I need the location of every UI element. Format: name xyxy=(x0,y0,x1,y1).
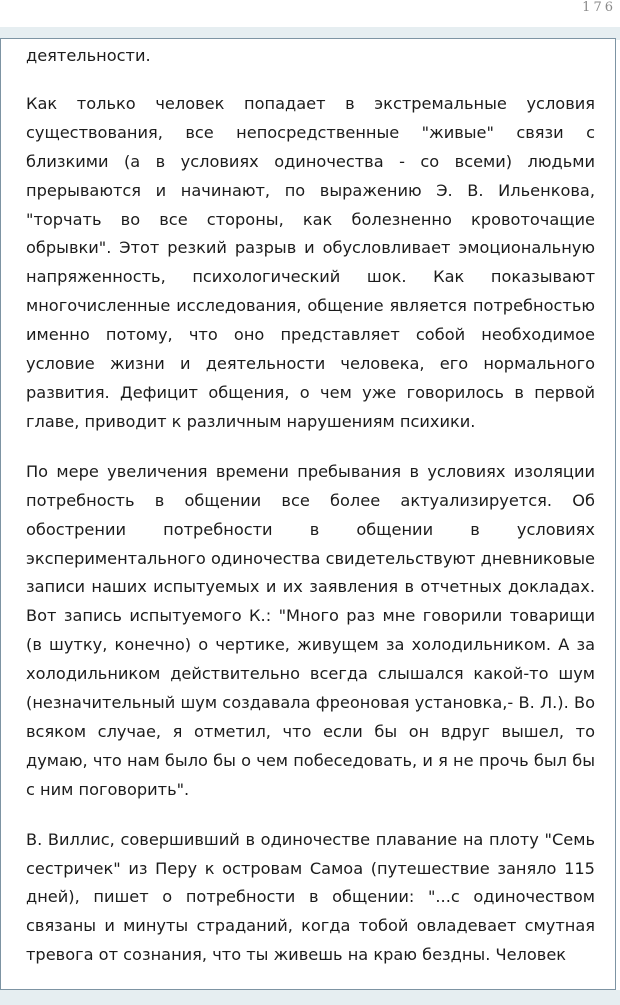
document-body xyxy=(26,42,595,991)
paragraph-willis-quote: В. Виллис, совершивший в одиночестве плавание на плоту "Семь сестричек" из Перу к островам Самоа (путешествие заняло 115 дней), пишет о потребности в общении: "...с одиночеством связаны и минуты страданий, когда тобой овладевает смутная тревога от сознания, что ты живешь на краю бездны. Человек xyxy=(26,829,595,965)
paragraph-isolation-need: По мере увеличения времени пребывания в условиях изоляции потребность в общении все более актуализируется. Об обострении потребности в общении в условиях экспериментального одиночества свидетельствуют дневниковые записи наших испытуемых и их заявления в отчетных докладах. Вот запись испытуемого К.: "Много раз мне говорили товарищи (в шутку, конечно) о чертике, живущем за холодильником. А за холодильником действительно всегда слышался какой-то шум (незначительный шум создавала фреоновая установка,- В. Л.). Во всяком случае, я отметил, что если бы он вдруг вышел, то думаю, что нам было бы о чем побеседовать, и я не прочь был бы с ним поговорить". xyxy=(26,461,595,799)
paragraph-continuation: деятельности. xyxy=(26,46,151,65)
bottom-band xyxy=(0,990,620,1005)
paragraph-extreme-conditions: Как только человек попадает в экстремальные условия существования, все непосредственные "живые" связи с близкими (а в условиях одиночества - со всеми) людьми прерываются и начинают, по выражению Э. В. Ильенкова, "торчать во все стороны, как болезненно кровоточащие обрывки". Этот резкий разрыв и обусловливает эмоциональную напряженность, психологический шок. Как показывают многочисленные исследования, общение является потребностью именно потому, что оно представляет собой необходимое условие жизни и деятельности человека, его нормального развития. Дефицит общения, о чем уже говорилось в первой главе, приводит к различным нарушениям психики. xyxy=(26,93,595,431)
page-number: 176 xyxy=(582,0,616,15)
